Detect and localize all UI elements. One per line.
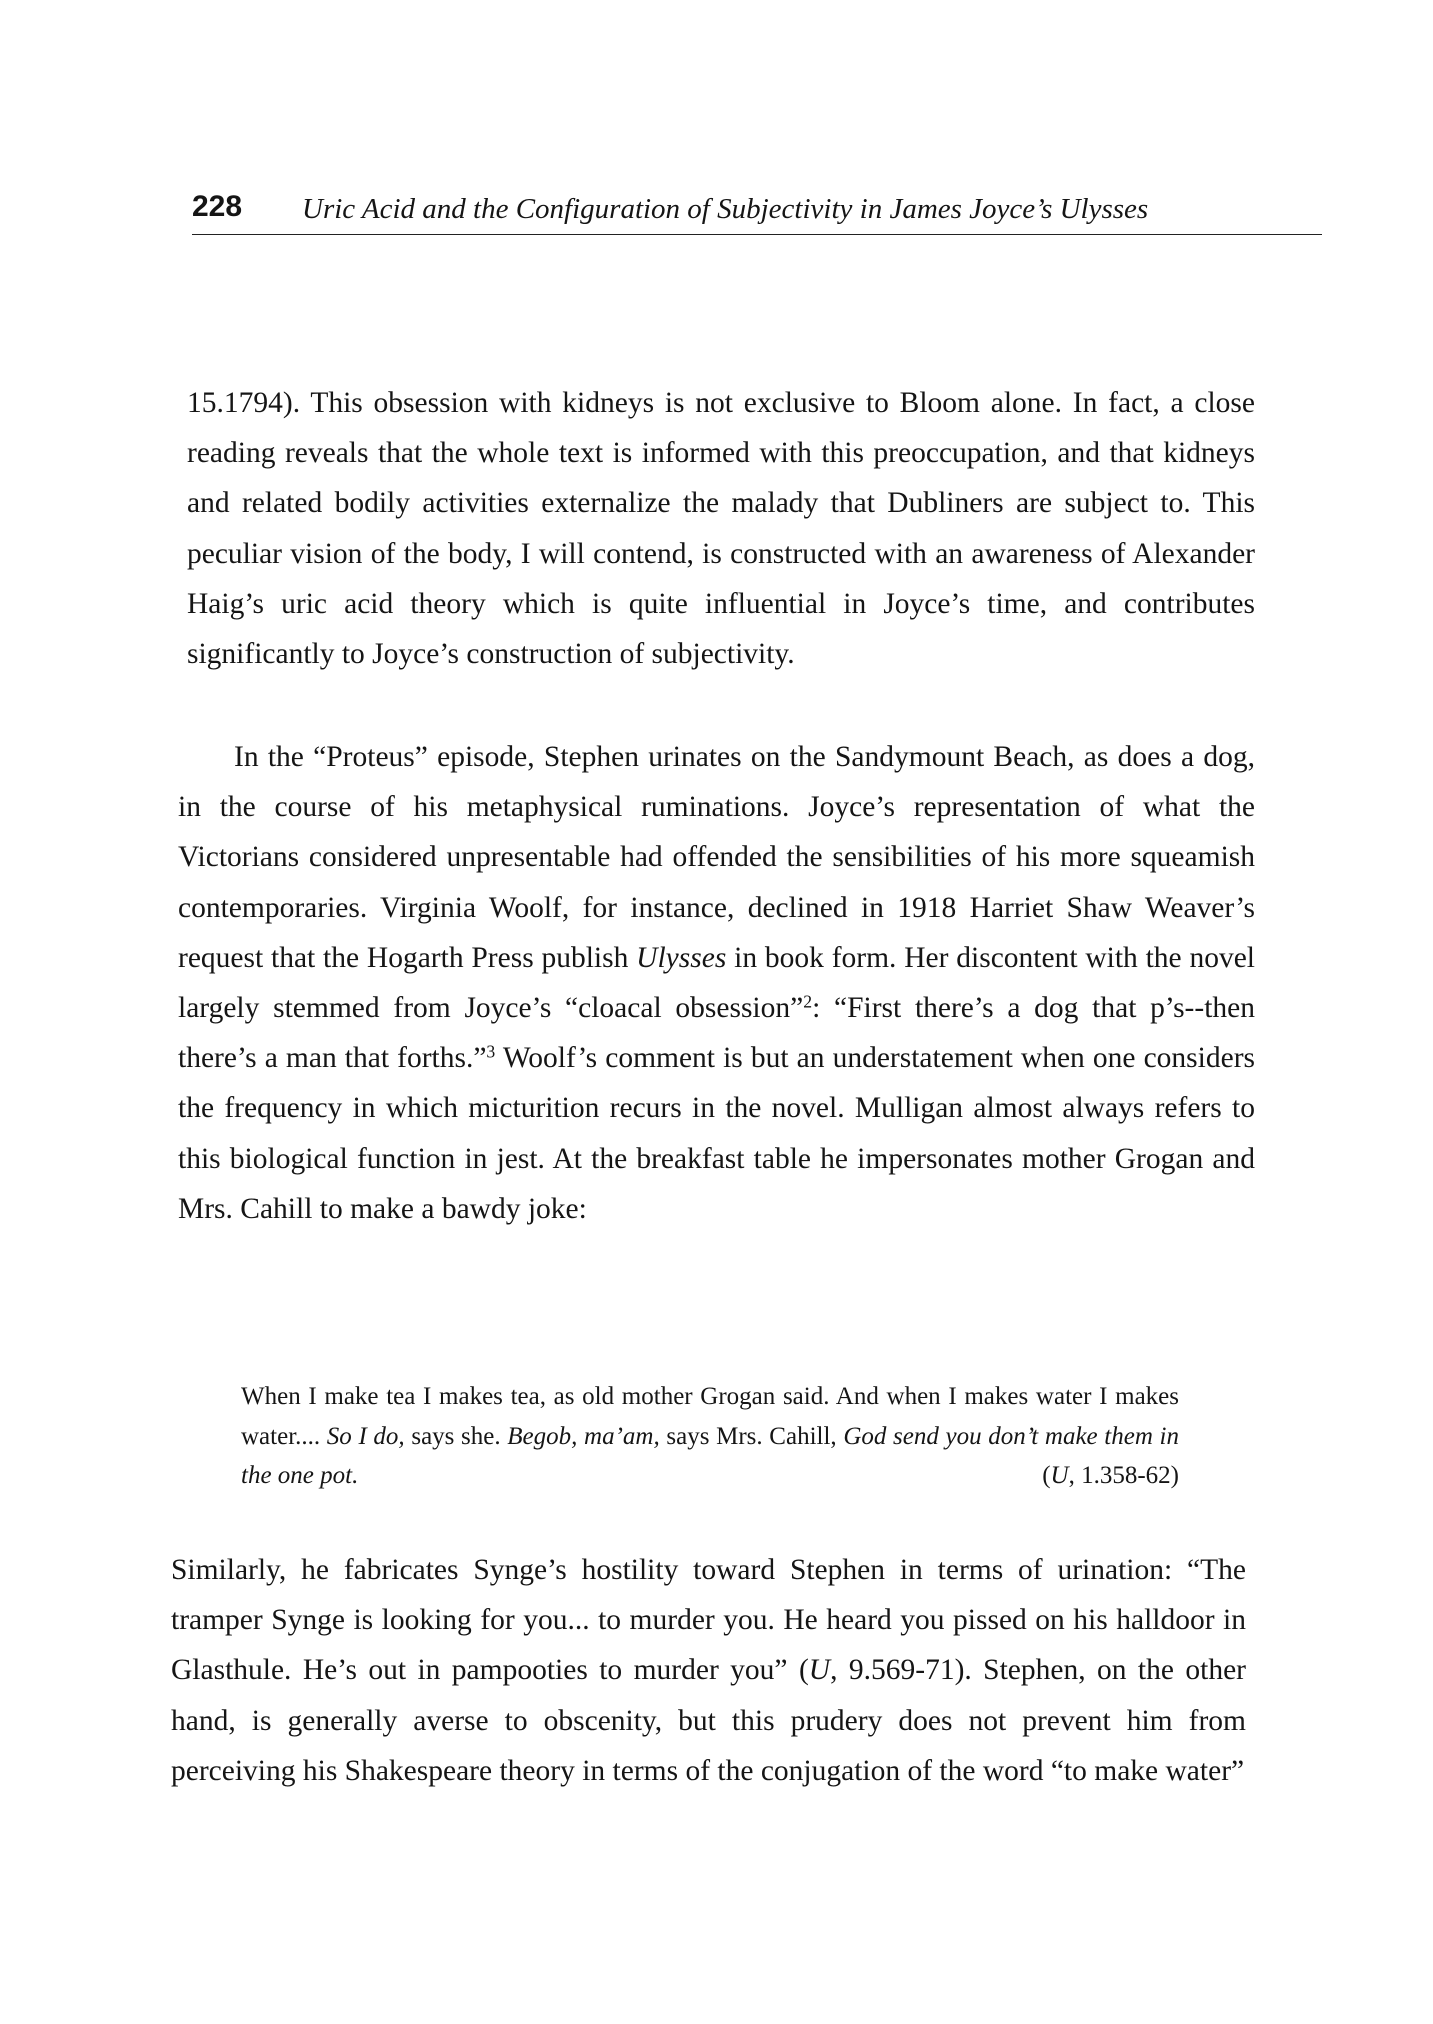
citation-title: U [1050,1462,1069,1489]
paragraph-3-text-b: , 9.569-71). Stephen, on the other hand, is generally averse to obscenity, but this prudery does not prevent him from perceiving his Shakespeare theory in terms of the conjugation of the word “to make water” [171,1654,1246,1787]
paragraph-2 [178,732,1255,1234]
paragraph-3 [171,1545,1246,1796]
title-ulysses: Ulysses [636,941,727,974]
citation-open: ( [1042,1462,1051,1489]
footnote-ref-3[interactable]: 3 [486,1041,496,1062]
running-title: Uric Acid and the Configuration of Subjectivity in James Joyce’s Ulysses [302,193,1149,225]
paragraph-2-text-d: Woolf’s comment is but an understatement when one considers the frequency in which micturition recurs in the novel. Mulligan almost always refers to this biological function in jest. At the breakfast table he impersonates mother Grogan and Mrs. Cahill to make a bawdy joke: [178,1042,1255,1225]
footnote-ref-2[interactable]: 2 [803,991,813,1012]
paragraph-2-text-a: In the “Proteus” episode, Stephen urinates on the Sandymount Beach, as does a dog, in the course of his metaphysical ruminations. Joyce’s representation of what the Victorians considered unpresentable had offended the sensibilities of his more squeamish contemporaries. Virginia Woolf, for instance, declined in 1918 Harriet Shaw Weaver’s request that the Hogarth Press publish [178,741,1255,974]
citation-title: U [808,1654,831,1687]
paragraph-2-text-b: in book form. Her discontent with the novel largely stemmed from Joyce’s “cloacal obsession” [178,941,1255,1025]
quote-text-c: says Mrs. Cahill, [659,1422,844,1450]
paragraph-2-text-c: : “First there’s a dog that p’s--then there’s a man that forths.” [178,992,1255,1075]
quote-text-b: says she. [404,1422,508,1450]
quote-citation [1042,1456,1179,1496]
page-number: 228 [192,190,243,223]
quote-italic-3: God send you don’t make them in the one pot. [241,1422,1179,1489]
paragraph-3-text-a: Similarly, he fabricates Synge’s hostility toward Stephen in terms of urination: “The tramper Synge is looking for you... to murder you. He heard you pissed on his halldoor in Glasthule. He’s out in pampooties to murder you” ( [171,1554,1246,1687]
quote-italic-1: So I do, [326,1422,405,1450]
running-header [192,190,1322,235]
quote-italic-2: Begob, ma’am, [507,1422,660,1450]
citation-location: , 1.358-62) [1068,1462,1179,1489]
quote-text-a: When I make tea I makes tea, as old mother Grogan said. And when I makes water I makes water.... [241,1383,1179,1450]
block-quote [241,1377,1179,1496]
paragraph-1: 15.1794). This obsession with kidneys is not exclusive to Bloom alone. In fact, a close reading reveals that the whole text is informed with this preoccupation, and that kidneys and related bodily activities externalize the malady that Dubliners are subject to. This peculiar vision of the body, I will contend, is constructed with an awareness of Alexander Haig’s uric acid theory which is quite influential in Joyce’s time, and contributes significantly to Joyce’s construction of subjectivity. [187,387,1255,671]
